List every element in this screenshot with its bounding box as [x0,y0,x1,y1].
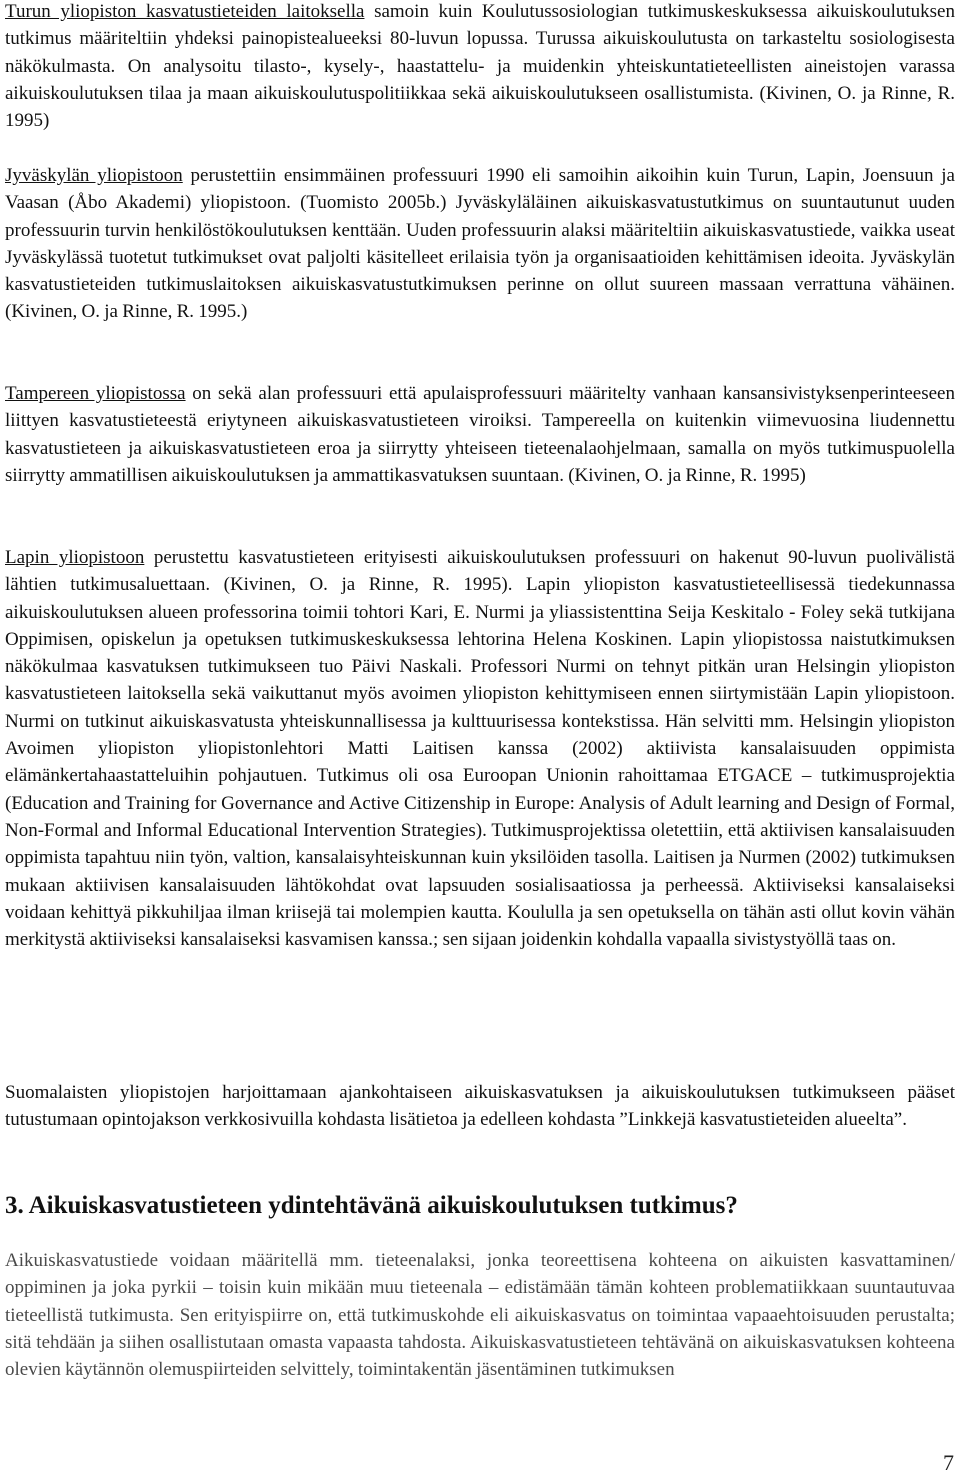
section-heading: 3. Aikuiskasvatustieteen ydintehtävänä aikuiskoulutuksen tutkimus? [5,1192,738,1219]
paragraph-lappi-text: perustettu kasvatustieteen erityisesti aikuiskoulutuksen professuuri on hakenut 90-luvun puolivälistä lähtien tutkimusaluettaan. (Kivinen, O. ja Rinne, R. 1995). Lapin yliopiston kasvatustieteellisessä tiedekunnassa aikuiskoulutuksen alueen professorina toimii tohtori Kari, E. Nurmi ja yliassistenttina Seija Keskitalo - Foley sekä tutkijana Oppimisen, opiskelun ja opetuksen tutkimuskeskuksessa lehtorina Helena Koskinen. Lapin yliopistossa naistutkimuksen näkökulmaa kasvatuksen tutkimukseen tuo Päivi Naskali. Professori Nurmi on tehnyt pitkän uran Helsingin yliopiston kasvatustieteen laitoksella sekä vaikuttanut myös avoimen yliopiston kehittymiseen ennen siirtymistään Lapin yliopistoon. Nurmi on tutkinut aikuiskasvatusta yhteiskunnallisessa ja kulttuurisessa kontekstissa. Hän selvitti mm. Helsingin yliopiston Avoimen yliopiston yliopistonlehtori Matti Laitisen kanssa (2002) aktiivista kansalaisuuden oppimista elämänkertahaastatteluihin pohjautuen. Tutkimus oli osa Euroopan Unionin rahoittamaa ETGACE – tutkimusprojektia (Education and Training for Governance and Active Citizenship in Europe: Analysis of Adult learning and Design of Formal, Non-Formal and Informal Educational Intervention Strategies). Tutkimusprojektissa oletettiin, että aktiivisen kansalaisuuden oppimista tapahtuu niin työn, valtion, kansalaisyhteiskunnan kuin yksilöiden tasolla. Laitisen ja Nurmen (2002) tutkimuksen mukaan aktiivisen kansalaisuuden lähtökohdat ovat lapsuuden sosialisaatiossa ja perheessä. Aktiiviseksi kansalaiseksi voidaan kehittyä pikkuhiljaa ilman kriisejä tai molempien kautta. Koululla ja sen opetuksella on tähän asti ollut kovin vähän merkitystä aktiiviseksi kansalaiseksi kasvamisen kanssa.; sen sijaan joidenkin kohdalla vapaalla sivistystyöllä taas on. [5,547,955,951]
link-jyvaskyla[interactable]: Jyväskylän yliopistoon [5,165,183,186]
paragraph-turku [5,0,955,134]
paragraph-turku-text: samoin kuin Koulutussosiologian tutkimuskeskuksessa aikuiskoulutuksen tutkimus määriteltiin yhdeksi painopistealueeksi 80-luvun lopussa. Turussa aikuiskoulutusta on tarkasteltu sosiologisesta näkökulmasta. On analysoitu tilasto-, kysely-, haastattelu- ja muidenkin yhteiskuntatieteellisten aineistojen varassa aikuiskoulutuksen tilaa ja maan aikuiskoulutuspolitiikkaa sekä aikuiskoulutukseen osallistumista. (Kivinen, O. ja Rinne, R. 1995) [5,1,955,132]
paragraph-definition: Aikuiskasvatustiede voidaan määritellä mm. tieteenalaksi, jonka teoreettisena kohteena on aikuisten kasvattaminen/ oppiminen ja joka pyrkii – toisin kuin mikään muu tieteenala – edistämään tämän kohteen problematiikkaan suuntautuvaa tieteellistä tutkimusta. Sen erityispiirre on, että tutkimuskohde eli aikuiskasvatus on toimintaa vapaaehtoisuuden perustalta; sitä tehdään ja siihen osallistutaan omasta vapaasta tahdosta. Aikuiskasvatustieteen tehtävänä on aikuiskasvatuksen kohteena olevien käytännön olemuspiirteiden selvittely, toimintakentän jäsentäminen tutkimuksen [5,1250,955,1381]
link-lappi[interactable]: Lapin yliopistoon [5,547,145,568]
paragraph-jyvaskyla [5,162,955,326]
paragraph-jyvaskyla-text: perustettiin ensimmäinen professuuri 1990 eli samoihin aikoihin kuin Turun, Lapin, Joensuun ja Vaasan (Åbo Akademi) yliopistoon. (Tuomisto 2005b.) Jyväskyläläinen aikuiskasvatustutkimus on suuntautunut uuden professuurin turvin henkilöstökoulutuksen kenttään. Uuden professuurin alaksi määriteltiin aikuiskasvatustiede, vaikka useat Jyväskylässä tuotetut tutkimukset ovat paljolti käsitelleet erilaisia työn ja organisaatioiden kehittämisen ideoita. Jyväskylän kasvatustieteiden tutkimuslaitoksen aikuiskasvatustutkimuksen perinne on ollut suureen massaan verrattuna vähäinen. (Kivinen, O. ja Rinne, R. 1995.) [5,165,955,323]
link-tampere[interactable]: Tampereen yliopistossa [5,383,186,404]
link-turku[interactable]: Turun yliopiston kasvatustieteiden laitoksella [5,1,365,22]
paragraph-lappi [5,544,955,953]
paragraph-tampere-text: on sekä alan professuuri että apulaisprofessuuri määritelty vanhaan kansansivistyksenperinteeseen liittyen kasvatustieteestä eriytyneen aikuiskasvatustieteen viroiksi. Tampereella on kuitenkin viimevuosina liudennettu kasvatustieteen ja aikuiskasvatustieteen eroa ja siirrytty yhteiseen tieteenalaohjelmaan, samalla on myös tutkimuspuolella siirrytty ammatillisen aikuiskoulutuksen ja ammattikasvatuksen suuntaan. (Kivinen, O. ja Rinne, R. 1995) [5,383,955,486]
page-number: 7 [943,1450,954,1475]
paragraph-tampere [5,380,955,489]
paragraph-links-note: Suomalaisten yliopistojen harjoittamaan ajankohtaiseen aikuiskasvatuksen ja aikuiskoulutuksen tutkimukseen pääset tutustumaan opintojakson verkkosivuilla kohdasta lisätietoa ja edelleen kohdasta ”Linkkejä kasvatustieteiden alueelta”. [5,1082,955,1131]
